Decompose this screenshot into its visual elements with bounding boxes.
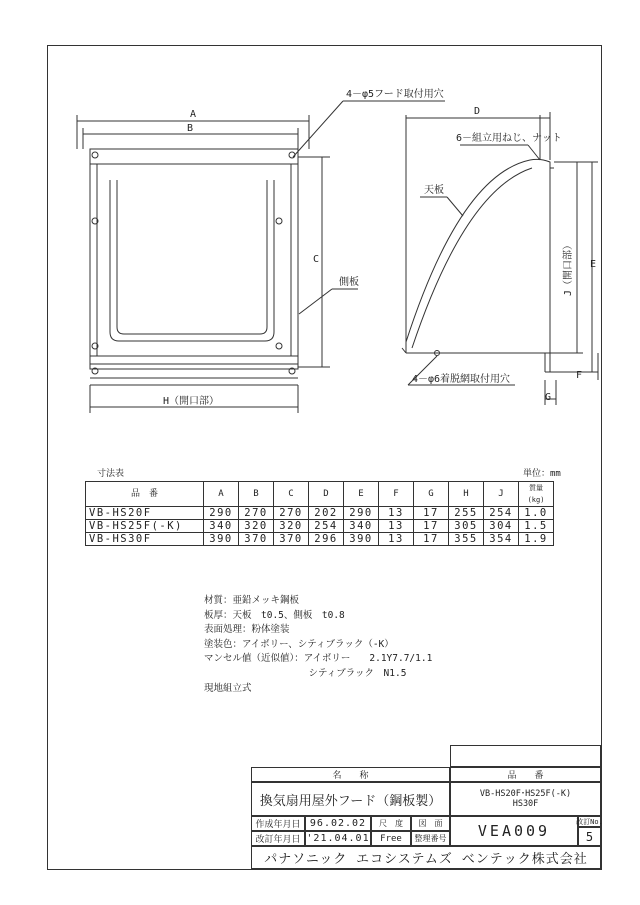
cell-model: VB-HS25F(-K) [86,520,204,533]
note-color: 塗装色：アイボリー、シティブラック（-K） [204,638,394,650]
table-row [86,533,554,546]
title-top-box [450,745,601,767]
cell: 296 [309,533,344,546]
revision-label: 改訂No. [576,817,603,826]
note-munsell-black: シティブラック N1.5 [204,667,407,679]
cell: 370 [274,533,309,546]
cell: 1.9 [519,533,554,546]
cell: 290 [344,507,379,520]
cell: 17 [414,533,449,546]
cell: 354 [484,533,519,546]
cell: 340 [344,520,379,533]
callout-hood-holes: 4－φ5フード取付用穴 [346,89,444,100]
header-a: A [204,482,239,507]
scale-label: 尺 度 [371,816,411,831]
cell: 290 [204,507,239,520]
part-label: 品 番 [450,767,601,782]
part-number-line-1: VB-HS20F･HS25F(-K) [479,789,572,799]
cell: 1.5 [519,520,554,533]
revision-number: 5 [578,827,601,846]
cell-model: VB-HS20F [86,507,204,520]
cell: 390 [204,533,239,546]
cell: 255 [449,507,484,520]
cell: 254 [484,507,519,520]
cell: 202 [309,507,344,520]
dim-g-label: G [545,392,552,403]
callout-side-panel: 側板 [339,277,359,288]
header-e: E [344,482,379,507]
cell: 390 [344,533,379,546]
note-assembly: 現地組立式 [204,682,252,694]
cell: 17 [414,507,449,520]
table-header-row [86,482,554,507]
dim-h-label: H（開口部） [163,396,220,407]
cell: 270 [274,507,309,520]
front-view [77,101,445,413]
note-surface: 表面処理：粉体塗装 [204,624,290,636]
header-f: F [379,482,414,507]
name-label: 名 称 [251,767,450,782]
cell: 13 [379,520,414,533]
table-row [86,507,554,520]
cell: 320 [239,520,274,533]
header-model: 品 番 [86,482,204,507]
created-date: 96.02.02 [305,816,371,831]
callout-mesh-holes: 4－φ6着脱網取付用穴 [412,374,511,385]
cell: 17 [414,520,449,533]
dim-f-label: F [576,370,583,381]
dim-e-label: E [590,259,597,270]
part-number [450,782,601,816]
header-d: D [309,482,344,507]
company-name: パナソニック エコシステムズ ベンテック株式会社 [251,846,601,869]
dim-j-label: J（開口部） [563,239,574,296]
cell: 320 [274,520,309,533]
cell: 355 [449,533,484,546]
table-unit: 単位：mm [523,469,561,479]
title-block [251,745,601,869]
cell: 370 [239,533,274,546]
callout-top-panel: 天板 [424,185,444,196]
product-name: 換気扇用屋外フード（鋼板製） [251,782,450,816]
header-j: J [484,482,519,507]
cell: 305 [449,520,484,533]
dim-b-label: B [187,123,194,134]
drawing-label: 図 面 [411,816,450,831]
drawing-number: VEA009 [450,816,578,846]
part-number-line-2: HS30F [512,799,539,809]
table-caption: 寸法表 [97,469,125,479]
header-h: H [449,482,484,507]
note-material: 材質：亜鉛メッキ鋼板 [204,595,300,606]
dim-d-label: D [474,106,481,117]
scale-value: Free [371,831,411,846]
header-g: G [414,482,449,507]
created-label: 作成年月日 [251,816,305,831]
cell-model: VB-HS30F [86,533,204,546]
header-b: B [239,482,274,507]
cell: 340 [204,520,239,533]
callout-assembly-screws: 6－組立用ねじ、ナット [456,133,562,144]
cell: 270 [239,507,274,520]
dim-c-label: C [313,254,320,265]
note-thickness: 板厚：天板 t0.5、側板 t0.8 [204,609,345,621]
control-label: 整理番号 [411,831,450,846]
cell: 13 [379,533,414,546]
dimension-table [85,481,554,546]
note-munsell: マンセル値（近似値）：アイボリー 2.1Y7.7/1.1 [204,653,433,665]
cell: 304 [484,520,519,533]
cell: 1.0 [519,507,554,520]
revised-date: '21.04.01 [306,833,370,844]
table-row [86,520,554,533]
header-mass: 質量(kg) [519,482,554,507]
dim-a-label: A [190,109,197,120]
cell: 13 [379,507,414,520]
header-c: C [274,482,309,507]
revised-label: 改訂年月日 [251,831,305,846]
cell: 254 [309,520,344,533]
spec-notes [204,594,432,696]
